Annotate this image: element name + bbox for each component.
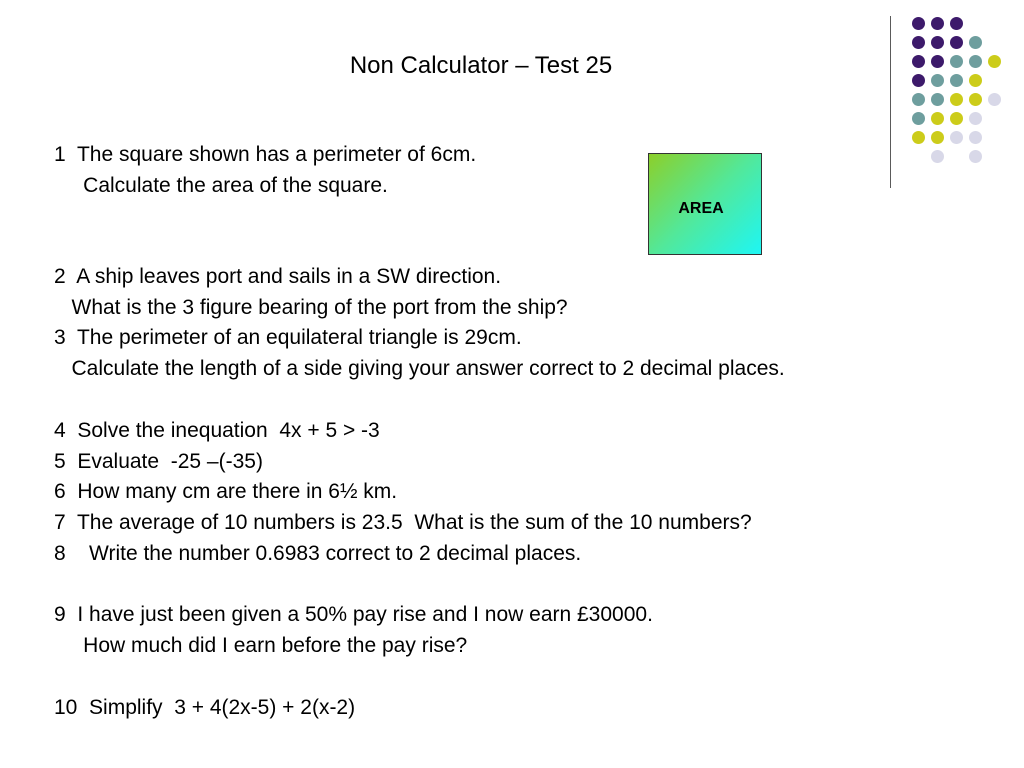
question-6: 6 How many cm are there in 6½ km. bbox=[54, 480, 398, 503]
decorative-dot bbox=[969, 93, 982, 106]
question-2-line-1: 2 A ship leaves port and sails in a SW direction. bbox=[54, 265, 502, 288]
decorative-dot bbox=[931, 55, 944, 68]
decorative-dot bbox=[969, 131, 982, 144]
decorative-dot bbox=[950, 36, 963, 49]
question-5: 5 Evaluate -25 –(-35) bbox=[54, 450, 263, 473]
decorative-dot bbox=[969, 112, 982, 125]
decorative-dot bbox=[969, 55, 982, 68]
area-label: AREA bbox=[678, 200, 724, 217]
question-2-line-2: What is the 3 figure bearing of the port from the ship? bbox=[54, 296, 568, 319]
decorative-dot bbox=[988, 55, 1001, 68]
decorative-dot bbox=[912, 17, 925, 30]
decorative-dot bbox=[950, 112, 963, 125]
decorative-dot bbox=[950, 93, 963, 106]
decorative-dot bbox=[969, 74, 982, 87]
question-7: 7 The average of 10 numbers is 23.5 What is the sum of the 10 numbers? bbox=[54, 511, 752, 534]
question-3-line-1: 3 The perimeter of an equilateral triangle is 29cm. bbox=[54, 326, 522, 349]
decorative-dot bbox=[931, 36, 944, 49]
decorative-dot bbox=[912, 36, 925, 49]
decorative-dot bbox=[950, 74, 963, 87]
question-3-line-2: Calculate the length of a side giving your answer correct to 2 decimal places. bbox=[54, 357, 785, 380]
decorative-dot bbox=[950, 131, 963, 144]
slide-title: Non Calculator – Test 25 bbox=[349, 52, 613, 79]
decorative-dot bbox=[912, 55, 925, 68]
question-10: 10 Simplify 3 + 4(2x-5) + 2(x-2) bbox=[54, 696, 356, 719]
decorative-dot bbox=[931, 17, 944, 30]
decorative-dot bbox=[931, 112, 944, 125]
question-1-line-2: Calculate the area of the square. bbox=[54, 174, 388, 197]
question-1-line-1: 1 The square shown has a perimeter of 6cm. bbox=[54, 143, 477, 166]
area-square-figure bbox=[648, 153, 762, 255]
decorative-dot bbox=[969, 150, 982, 163]
question-8: 8 Write the number 0.6983 correct to 2 decimal places. bbox=[54, 542, 582, 565]
decorative-dot-grid bbox=[900, 10, 1010, 170]
decorative-dot bbox=[931, 150, 944, 163]
decorative-dot bbox=[950, 17, 963, 30]
decorative-dot bbox=[950, 55, 963, 68]
vertical-divider bbox=[890, 16, 891, 188]
decorative-dot bbox=[969, 36, 982, 49]
question-4: 4 Solve the inequation 4x + 5 > -3 bbox=[54, 419, 380, 442]
decorative-dot bbox=[912, 131, 925, 144]
decorative-dot bbox=[931, 131, 944, 144]
question-9-line-2: How much did I earn before the pay rise? bbox=[54, 634, 468, 657]
decorative-dot bbox=[912, 74, 925, 87]
question-9-line-1: 9 I have just been given a 50% pay rise and I now earn £30000. bbox=[54, 603, 653, 626]
decorative-dot bbox=[988, 93, 1001, 106]
decorative-dot bbox=[912, 93, 925, 106]
decorative-dot bbox=[931, 93, 944, 106]
decorative-dot bbox=[931, 74, 944, 87]
decorative-dot bbox=[912, 112, 925, 125]
